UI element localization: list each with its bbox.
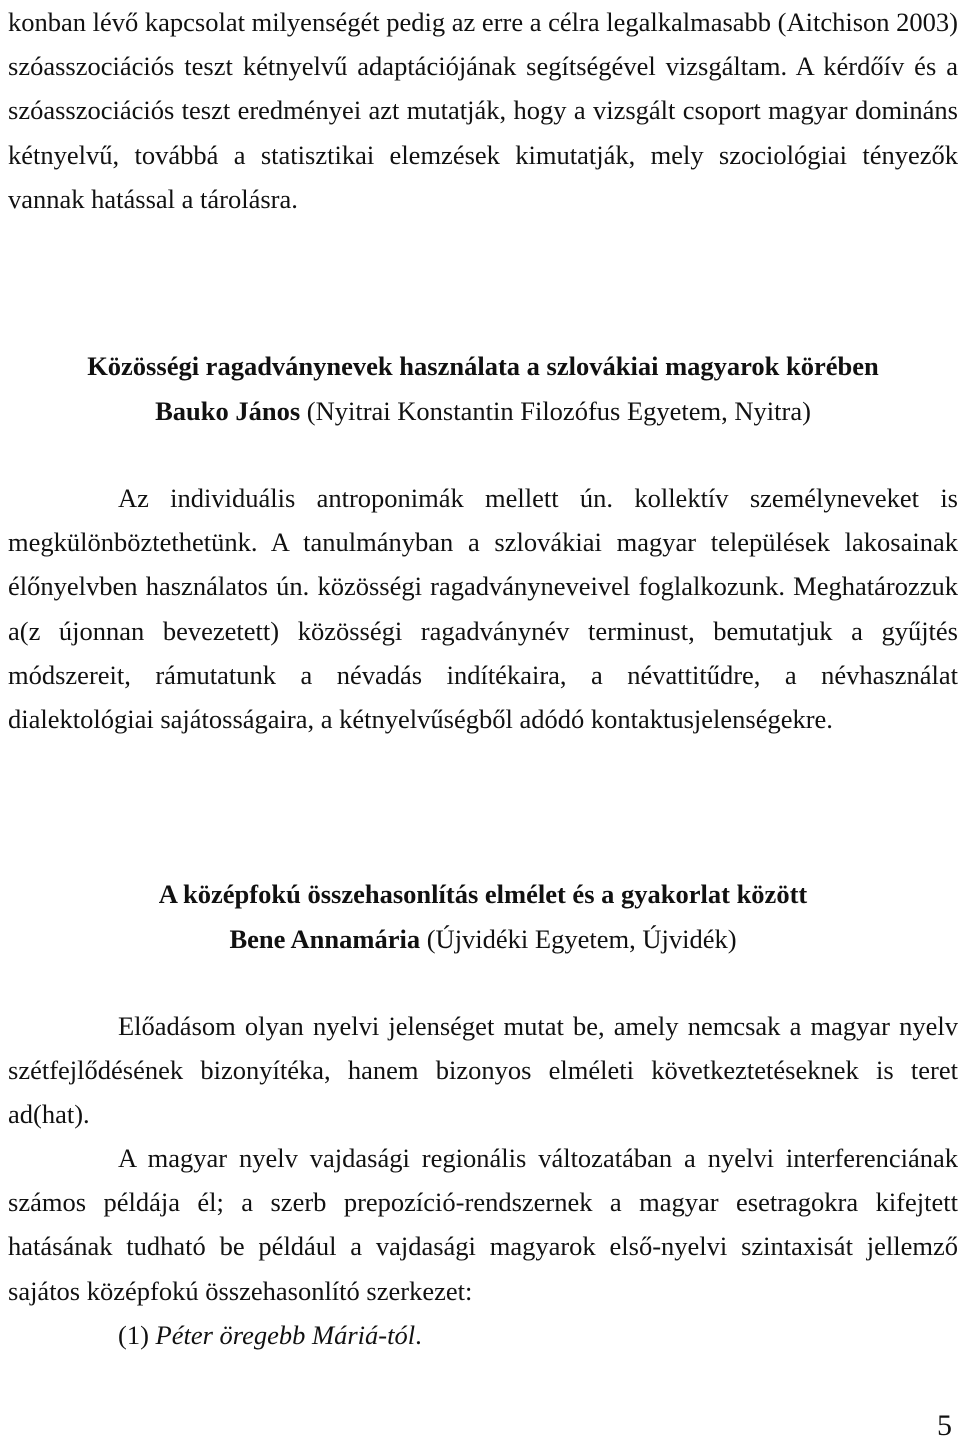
example-text: Péter öregebb Máriá-tól <box>155 1320 416 1350</box>
article2-paragraph-2: A magyar nyelv vajdasági regionális változatában a nyelvi interferenciának számos példája él; a szerb prepozíció-rendszernek a magyar esetragokra kifejtett hatásának tudható be például a vajdasági magyarok első-nyelvi szintaxisát jellemző sajátos középfokú összehasonlító szerkezet: <box>8 1143 958 1306</box>
document-page <box>8 0 958 1449</box>
article2-author: Bene Annamária <box>229 924 421 954</box>
article1-byline <box>8 389 958 433</box>
example-end: . <box>415 1320 422 1350</box>
article1-affiliation: (Nyitrai Konstantin Filozófus Egyetem, Nyitra) <box>306 396 811 426</box>
article1-title: Közösségi ragadványnevek használata a szlovákiai magyarok körében <box>87 351 879 381</box>
page-number: 5 <box>937 1409 952 1442</box>
example-number: (1) <box>118 1320 149 1350</box>
example-sentence <box>118 1313 958 1357</box>
article1-abstract: Az individuális antroponimák mellett ún. kollektív személyneveket is megkülönböztethetünk. A tanulmányban a szlovákiai magyar települések lakosainak élőnyelvben használatos ún. közösségi ragadványneveivel foglalkozunk. Meghatározzuk a(z újonnan bevezetett) közösségi ragadványnév terminust, bemutatjuk a gyűjtés módszereit, rámutatunk a névadás indítékaira, a névattitűdre, a névhasználat dialektológiai sajátosságaira, a kétnyelvűségből adódó kontaktusjelenségekre. <box>8 483 958 735</box>
article2-affiliation: (Újvidéki Egyetem, Újvidék) <box>426 924 737 954</box>
article2-paragraph-1: Előadásom olyan nyelvi jelenséget mutat be, amely nemcsak a magyar nyelv szétfejlődésének bizonyítéka, hanem bizonyos elméleti következtetéseknek is teret ad(hat). <box>8 1011 958 1130</box>
intro-paragraph: konban lévő kapcsolat milyenségét pedig az erre a célra legalkalmasabb (Aitchison 2003) szóasszociációs teszt kétnyelvű adaptációjának segítségével vizsgáltam. A kérdőív és a szóasszociációs teszt eredményei azt mutatják, hogy a vizsgált csoport magyar domináns kétnyelvű, továbbá a statisztikai elemzések kimutatják, mely szociológiai tényezők vannak hatással a tárolásra. <box>8 7 958 214</box>
article2-title: A középfokú összehasonlítás elmélet és a gyakorlat között <box>158 879 808 909</box>
article2-byline <box>8 917 958 961</box>
article1-author: Bauko János <box>155 396 301 426</box>
